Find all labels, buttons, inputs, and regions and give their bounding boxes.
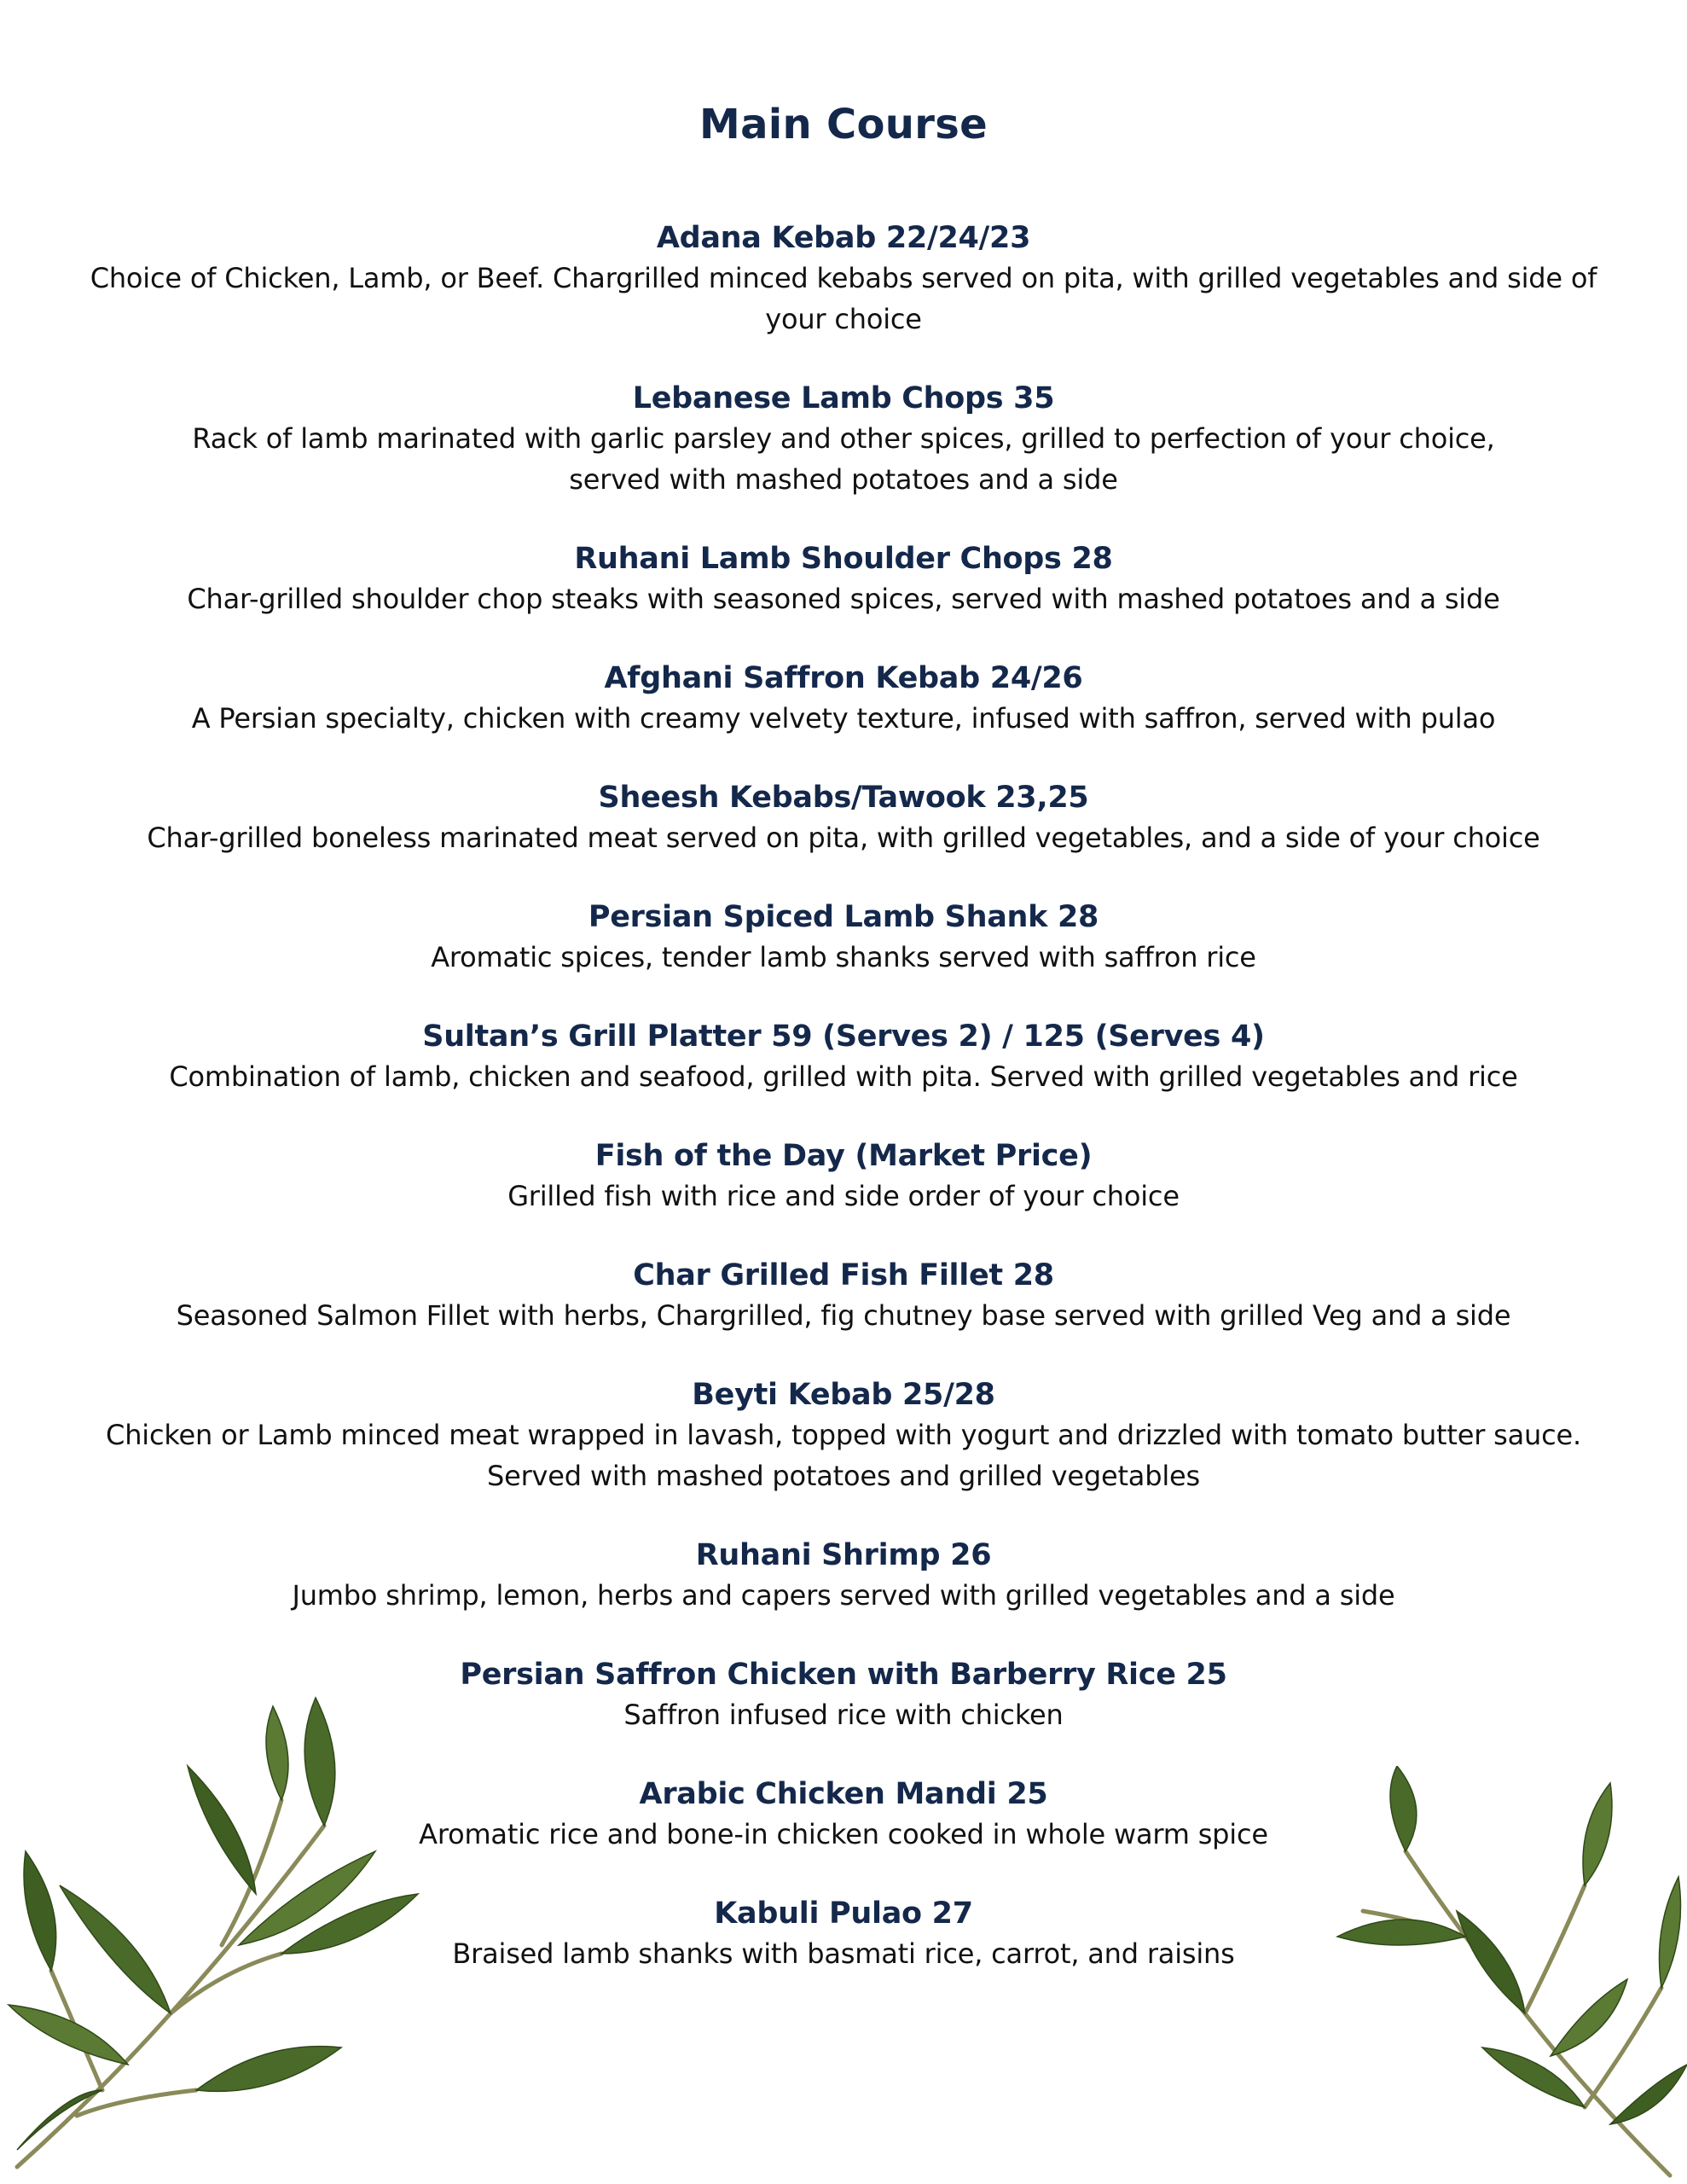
menu-item-description: Grilled fish with rice and side order of your choice (507, 1180, 1180, 1212)
page-title: Main Course (699, 101, 988, 148)
menu-item-name: Persian Spiced Lamb Shank 28 (588, 900, 1099, 934)
olive-branch-icon (0, 1689, 443, 2184)
menu-item-description: Braised lamb shanks with basmati rice, carrot, and raisins (452, 1937, 1235, 1970)
menu-item-name: Adana Kebab 22/24/23 (656, 221, 1031, 255)
menu-item-description: Chicken or Lamb minced meat wrapped in lavash, topped with yogurt and drizzled with tomato butter sauce. Served with mashed potatoes and grilled vegetables (106, 1419, 1581, 1492)
menu-item-name: Afghani Saffron Kebab 24/26 (604, 661, 1083, 695)
menu-item-description: Jumbo shrimp, lemon, herbs and capers served with grilled vegetables and a side (292, 1579, 1395, 1612)
menu-item-name: Sultan’s Grill Platter 59 (Serves 2) / 125 (Serves 4) (422, 1019, 1265, 1054)
menu-item-name: Arabic Chicken Mandi 25 (639, 1777, 1048, 1811)
menu-item-name: Ruhani Lamb Shoulder Chops 28 (574, 542, 1113, 576)
menu-item (77, 1536, 1610, 1616)
menu-item (77, 1375, 1610, 1496)
menu-item-description: Char-grilled boneless marinated meat served on pita, with grilled vegetables, and a side of your choice (147, 822, 1540, 854)
menu-item-name: Fish of the Day (Market Price) (594, 1139, 1093, 1173)
menu-item (77, 1256, 1610, 1336)
olive-branch-icon (1329, 1766, 1687, 2184)
menu-item (77, 1136, 1610, 1217)
menu-item (77, 218, 1610, 340)
menu-item-description: A Persian specialty, chicken with creamy velvety texture, infused with saffron, served with pulao (191, 702, 1496, 735)
menu-item-name: Kabuli Pulao 27 (714, 1896, 973, 1931)
menu-item-name: Persian Saffron Chicken with Barberry Rice 25 (460, 1658, 1227, 1692)
menu-item-description: Choice of Chicken, Lamb, or Beef. Chargrilled minced kebabs served on pita, with grilled vegetables and side of your choice (90, 262, 1597, 335)
menu-item-name: Lebanese Lamb Chops 35 (632, 381, 1055, 415)
menu-item (77, 1017, 1610, 1097)
menu-item (77, 539, 1610, 619)
menu-item-description: Aromatic rice and bone-in chicken cooked in whole warm spice (419, 1818, 1268, 1850)
menu-item (77, 659, 1610, 739)
menu-item-description: Rack of lamb marinated with garlic parsley and other spices, grilled to perfection of your choice, served with mashed potatoes and a side (192, 422, 1495, 496)
menu-item-name: Sheesh Kebabs/Tawook 23,25 (598, 781, 1089, 815)
menu-item-description: Aromatic spices, tender lamb shanks served with saffron rice (431, 941, 1256, 973)
menu-item-name: Beyti Kebab 25/28 (692, 1378, 995, 1412)
menu-item-description: Saffron infused rice with chicken (623, 1699, 1064, 1731)
menu-item (77, 379, 1610, 500)
menu-item-description: Seasoned Salmon Fillet with herbs, Chargrilled, fig chutney base served with grilled Veg and a side (176, 1299, 1511, 1332)
menu-item (77, 778, 1610, 858)
menu-item (77, 897, 1610, 978)
menu-item-name: Char Grilled Fish Fillet 28 (633, 1258, 1054, 1292)
menu-item-description: Combination of lamb, chicken and seafood, grilled with pita. Served with grilled vegetables and rice (169, 1060, 1518, 1093)
menu-item-name: Ruhani Shrimp 26 (695, 1538, 992, 1572)
menu-item-description: Char-grilled shoulder chop steaks with seasoned spices, served with mashed potatoes and a side (187, 583, 1500, 615)
